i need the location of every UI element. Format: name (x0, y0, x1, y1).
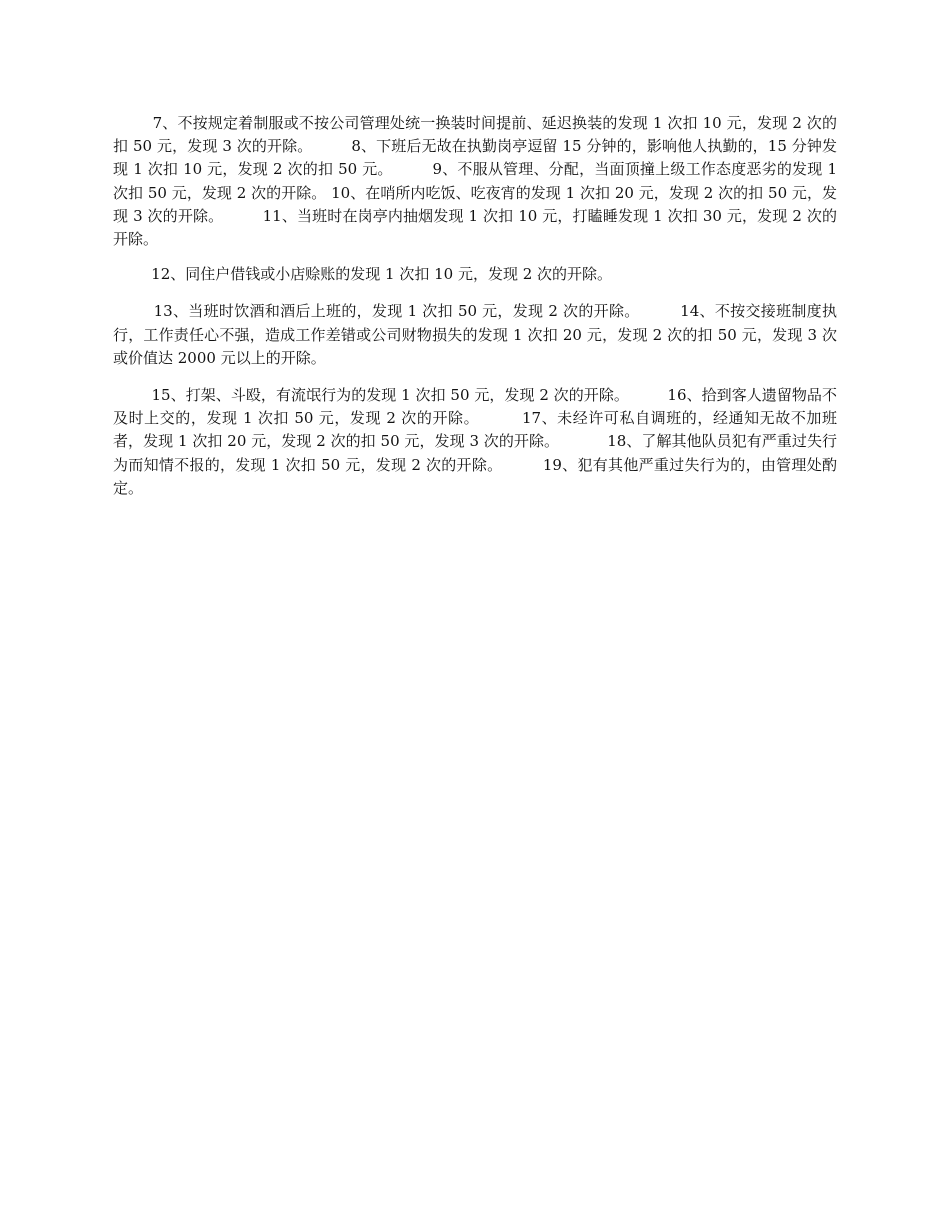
document-body (113, 112, 842, 500)
paragraph-rule-12: 12、同住户借钱或小店赊账的发现 1 次扣 10 元，发现 2 次的开除。 (113, 265, 613, 284)
paragraph-rules-15-19: 15、打架、斗殴，有流氓行为的发现 1 次扣 50 元，发现 2 次的开除。 16、拾到客人遗留物品不及时上交的，发现 1 次扣 50 元，发现 2 次的开除。 17、未经许可私自调班的，经通知无故不加班者，发现 1 次扣 20 元，发现 2 次的扣 50 元，发现 3 次的开除。 18、了解其他队员犯有严重过失行为而知情不报的，发现 1 次扣 50 元，发现 2 次的开除。 19、犯有其他严重过失行为的，由管理处酌定。 (113, 386, 837, 497)
paragraph-rules-13-14: 13、当班时饮酒和酒后上班的，发现 1 次扣 50 元，发现 2 次的开除。 14、不按交接班制度执行，工作责任心不强，造成工作差错或公司财物损失的发现 1 次扣 20 元，发现 2 次的扣 50 元，发现 3 次或价值达 2000 元以上的开除。 (113, 302, 837, 367)
paragraph-rules-7-11: 7、不按规定着制服或不按公司管理处统一换装时间提前、延迟换装的发现 1 次扣 10 元，发现 2 次的扣 50 元，发现 3 次的开除。 8、下班后无故在执勤岗亭逗留 15 分钟的，影响他人执勤的，15 分钟发现 1 次扣 10 元，发现 2 次的扣 50 元。 9、不服从管理、分配，当面顶撞上级工作态度恶劣的发现 1 次扣 50 元，发现 2 次的开除。 10、在哨所内吃饭、吃夜宵的发现 1 次扣 20 元，发现 2 次的扣 50 元，发现 3 次的开除。 11、当班时在岗亭内抽烟发现 1 次扣 10 元，打瞌睡发现 1 次扣 30 元，发现 2 次的开除。 (113, 114, 842, 249)
